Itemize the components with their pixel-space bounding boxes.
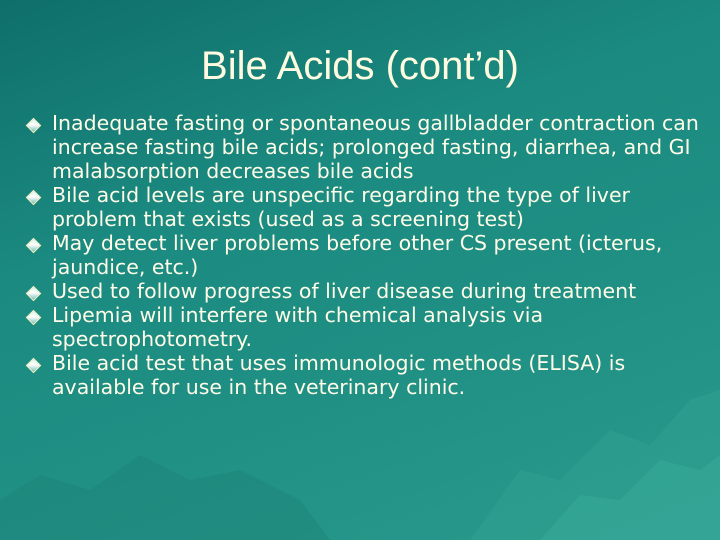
- bullet-item: [24, 303, 704, 351]
- diamond-bullet-icon: [26, 190, 42, 206]
- bullet-text: Bile acid levels are unspecific regarding the type of liver problem that exists (used as a screening test): [52, 183, 630, 231]
- bullet-text: Lipemia will interfere with chemical analysis via spectrophotometry.: [52, 303, 544, 351]
- bullet-item: [24, 231, 704, 279]
- bullet-text: Used to follow progress of liver disease during treatment: [52, 279, 637, 303]
- mountain-shape-left: [0, 455, 330, 540]
- bullet-text: Bile acid test that uses immunologic methods (ELISA) is available for use in the veterinary clinic.: [52, 351, 626, 399]
- diamond-bullet-icon: [26, 118, 42, 134]
- diamond-bullet-icon: [26, 286, 42, 302]
- bullet-text: May detect liver problems before other CS present (icterus, jaundice, etc.): [52, 231, 663, 279]
- diamond-bullet-icon: [26, 238, 42, 254]
- bullet-list: [24, 111, 704, 399]
- bullet-item: [24, 351, 704, 399]
- diamond-bullet-icon: [26, 358, 42, 374]
- slide-title: Bile Acids (cont’d): [201, 44, 519, 88]
- bullet-item: [24, 183, 704, 231]
- bullet-item: [24, 279, 704, 303]
- bullet-item: [24, 111, 704, 183]
- bullet-text: Inadequate fasting or spontaneous gallbladder contraction can increase fasting bile acids; prolonged fasting, diarrhea, and GI malabsorption decreases bile acids: [52, 111, 699, 183]
- diamond-bullet-icon: [26, 310, 42, 326]
